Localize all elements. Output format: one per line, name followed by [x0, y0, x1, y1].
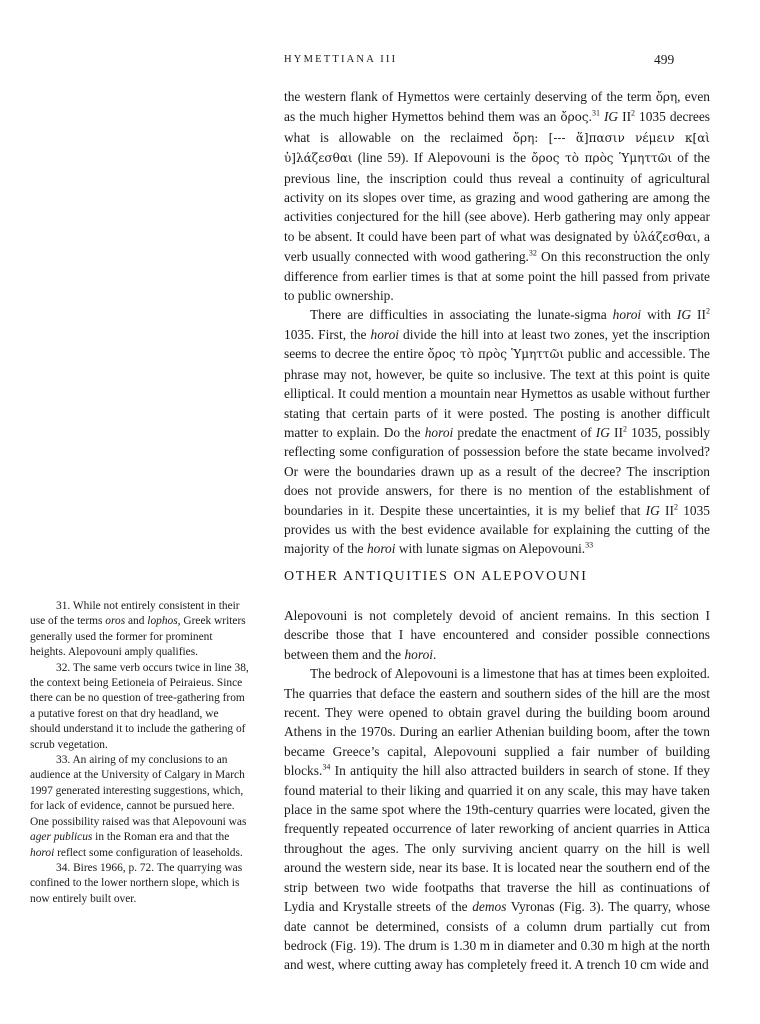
page-number: 499	[654, 52, 675, 67]
footnotes	[30, 599, 251, 907]
section-heading: OTHER ANTIQUITIES ON ALEPOVOUNI	[284, 569, 588, 584]
footnote-33: 33. An airing of my conclusions to an audience at the University of Calgary in March 1997 generated interesting suggestions, which, for lack of evidence, cannot be pursued here. One possibility raised was that Alepovouni was ager publicus in the Roman era and that the horoi reflect some configuration of leaseholds.	[30, 754, 247, 859]
paragraph: There are difficulties in associating the lunate-sigma horoi with IG $II^2$ 1035. First, the horoi divide the hill into at least two zones, yet the inscription seems to decree the entire ὄρος τὸ πρὸς Ὑμηττῶι public and accessible. The phrase may not, however, be quite so inclusive. The text at this point is quite elliptical. It could mention a mountain near Hymettos as usable without further stating that certain parts of it were posted. The posting is another difficult matter to explain. Do the horoi predate the enactment of IG $II^2$ 1035, possibly reflecting some configuration of possession before the state became involved? Or were the boundaries drawn up as a result of the decree? The inscription does not provide answers, for there is no mention of the establishment of boundaries in it. Despite these uncertainties, it is my belief that IG $II^2$ 1035 provides us with the best evidence available for explaining the cutting of the majority of the horoi with lunate sigmas on Alepovouni.$^{33}$	[284, 307, 711, 557]
paragraph: the western flank of Hymettos were certainly deserving of the term ὄρη, even as the much higher Hymettos behind them was an ὄρος.$^{31}$ IG $II^2$ 1035 decrees what is allowable on the reclaimed ὄρη: [--- ἅ]πασιν νέμειν κ[αὶ ὑ]λάζεσθαι (line 59). If Alepovouni is the ὄρος τὸ πρὸς Ὑμηττῶι of the previous line, the inscription could thus reveal a continuity of agricultural activity on its slopes over time, as grazing and wood gathering are among the activities conjectured for the hill (see above). Herb gathering may only appear to be absent. It could have been part of what was designated by ὑλάζεσθαι, a verb usually connected with wood gathering.$^{32}$ On this reconstruction the only difference from earlier times is that at some point the hill passed from private to public ownership.	[284, 89, 710, 304]
paragraph: The bedrock of Alepovouni is a limestone that has at times been exploited. The quarries that deface the eastern and southern sides of the hill are the most recent. They were opened to obtain gravel during the building boom around Athens in the 1970s. During an earlier Athenian building boom, after the town became Greece’s capital, Alepovouni supplied a fair number of building blocks.$^{34}$ In antiquity the hill also attracted builders in search of stone. If they found material to their liking and quarried it on any scale, this may have taken place in the same spot where the 19th-century quarries were located, given the frequently repeated occurrence of later reworking of ancient quarries in Attica throughout the ages. The only surviving ancient quarry on the hill is well around the western side, near its base. It is located near the southern end of the strip between two wide footpaths that traverse the hill as continuations of Lydia and Krystalle streets of the demos Vyronas (Fig. 3). The quarry, whose date cannot be determined, consists of a column drum partially cut from bedrock (Fig. 19). The drum is 1.30 m in diameter and 0.30 m high at the north and west, where cutting away has completely freed it. A trench 10 cm wide and	[284, 666, 710, 973]
footnote-32: 32. The same verb occurs twice in line 38, the context being Eetioneia of Peiraieus. Since there can be no question of tree-gathering from a putative forest on that dry headland, we should understand it to include the gathering of scrub vegetation.	[30, 661, 249, 751]
paragraph: Alepovouni is not completely devoid of ancient remains. In this section I describe those that I have encountered and consider possible connections between them and the horoi.	[284, 608, 710, 662]
footnote-34: 34. Bires 1966, p. 72. The quarrying was confined to the lower northern slope, which is now entirely built over.	[30, 861, 243, 905]
main-text-top	[284, 87, 710, 559]
main-text-section	[284, 606, 710, 975]
running-title: HYMETTIANA III	[284, 54, 398, 65]
footnote-31: 31. While not entirely consistent in their use of the terms oros and lophos, Greek writers generally used the former for prominent heights. Alepovouni amply qualifies.	[30, 600, 246, 659]
